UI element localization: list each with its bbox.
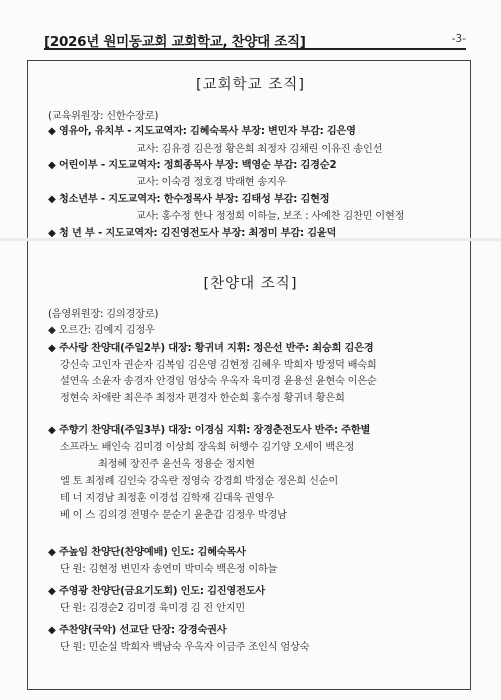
school-section-title: [교회학교 조직] [196, 77, 305, 93]
korean-music-team-members: 단 원: 민순실 박희자 백남숙 우옥자 이금주 조인식 엄상숙 [60, 642, 310, 653]
friday-team-members: 단 원: 김경순2 김미경 육미경 김 진 안지민 [60, 603, 246, 614]
dept-infant-teachers: 교사: 김유경 김은정 황은희 최정자 김채린 이유진 송인선 [136, 144, 383, 155]
dept-children-head: ◆ 어린이부 - 지도교역자: 정희종목사 부장: 백영순 부감: 김경순2 [48, 160, 337, 171]
hyang-alto: 엘 토 최정례 김인숙 강옥란 정영숙 강경희 박정순 정은희 신순이 [60, 476, 339, 487]
school-chair: (교육위원장: 신한수장로) [48, 111, 159, 122]
korean-music-team-head: ◆ 주찬양(국악) 선교단 단장: 강경숙권사 [48, 625, 227, 636]
sarang-members-3: 정현숙 차애란 최은주 최정자 편경자 한순희 홍수정 황귀녀 황은희 [60, 393, 345, 404]
praise-team-members: 단 원: 김현정 변민자 송연미 박미숙 백은정 이하늘 [60, 564, 278, 575]
dept-youth-head: ◆ 청소년부 - 지도교역자: 한수정목사 부장: 김태성 부감: 김현정 [48, 194, 330, 205]
header-title: [2026년 원미동교회 교회학교, 찬양대 조직] [44, 34, 306, 50]
dept-children-teachers: 교사: 이숙경 정호경 박래현 송지우 [136, 177, 287, 188]
dept-young-adult-head: ◆ 청 년 부 - 지도교역자: 김진영전도사 부장: 최정미 부감: 김윤덕 [48, 228, 337, 239]
hyang-soprano-2: 최정혜 장진주 윤선옥 정용순 정지현 [98, 459, 255, 470]
organ-line: ◆ 오르간: 김예지 김정우 [48, 325, 155, 336]
sarang-members-2: 설연옥 소윤자 송경자 안경임 엄상숙 우옥자 육미경 윤용선 윤현숙 이은순 [60, 376, 377, 387]
praise-team-head: ◆ 주높임 찬양단(찬양예배) 인도: 김혜숙목사 [48, 547, 246, 558]
page-number: -3- [451, 33, 466, 45]
dept-youth-teachers: 교사: 홍수정 한나 정정희 이하늘, 보조 : 사예찬 김찬민 이현정 [136, 211, 405, 222]
friday-team-head: ◆ 주영광 찬양단(금요기도회) 인도: 김진영전도사 [48, 586, 265, 597]
sarang-members-1: 강신숙 고인자 권순자 김복임 김은영 김현정 김혜우 박희자 방정덕 배숙희 [60, 360, 377, 371]
page-header [44, 27, 466, 49]
hyang-tenor: 테 너 지경남 최정훈 이경섭 김학재 김대욱 권영우 [60, 493, 275, 504]
hyang-choir-head: ◆ 주향기 찬양대(주일3부) 대장: 이경심 지휘: 장경춘전도사 반주: 주한별 [48, 425, 371, 436]
choir-chair: (음영위원장: 김의경장로) [48, 309, 159, 320]
dept-infant-head: ◆ 영유아, 유치부 - 지도교역자: 김혜숙목사 부장: 변민자 부감: 김은영 [48, 126, 356, 137]
hyang-bass: 베 이 스 김의경 전명수 문순기 윤춘갑 김정우 박경남 [60, 510, 287, 521]
header-rule [44, 48, 466, 50]
choir-section-title: [찬양대 조직] [203, 276, 298, 292]
sarang-choir-head: ◆ 주사랑 찬양대(주일2부) 대장: 황귀녀 지휘: 정은선 반주: 최승희 김은경 [48, 343, 374, 354]
hyang-soprano: 소프라노 배인숙 김미경 이상희 장옥희 허행수 김기양 오세이 백은정 [60, 442, 355, 453]
